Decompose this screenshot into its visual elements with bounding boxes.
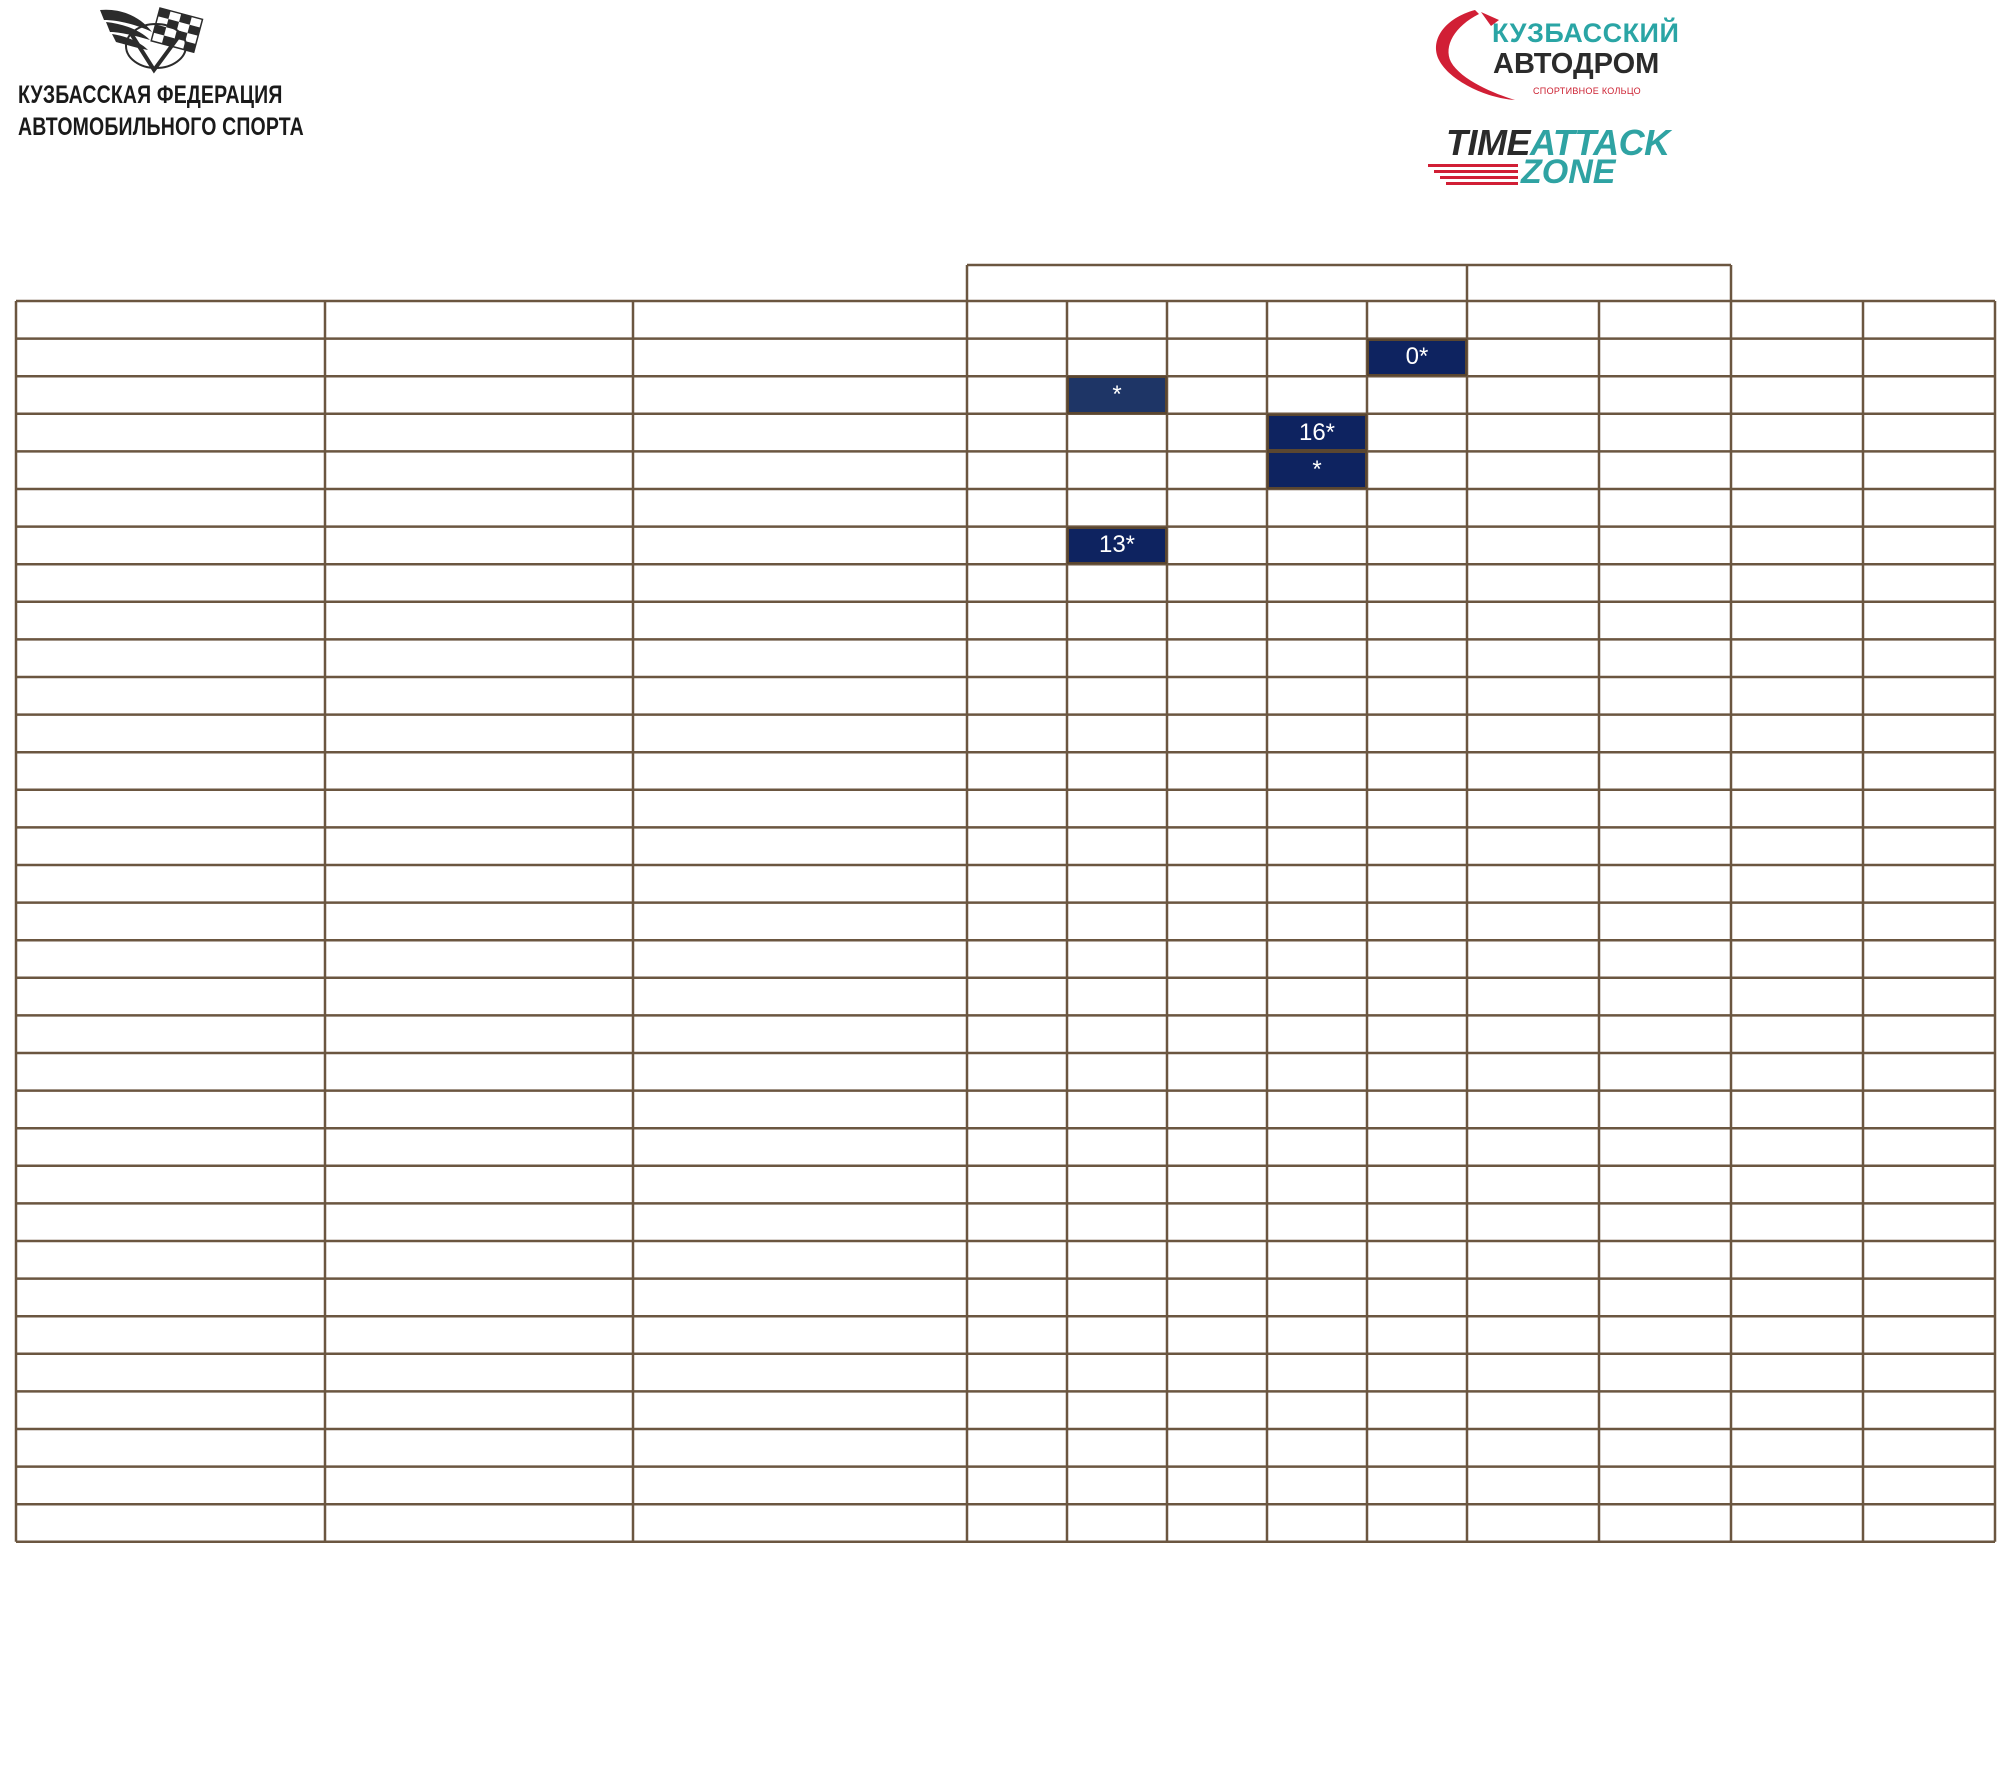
- federation-name-line1: КУЗБАССКАЯ ФЕДЕРАЦИЯ: [18, 81, 283, 109]
- winged-flag-emblem-icon: [90, 2, 220, 74]
- zone-word: ZONE: [1521, 153, 1616, 191]
- time-word: TIME: [1446, 122, 1530, 163]
- highlighted-cell: *: [1067, 376, 1167, 414]
- federation-name: [18, 79, 304, 143]
- highlighted-cell: 16*: [1267, 414, 1367, 452]
- time-attack-zone-logo: [1428, 124, 1668, 190]
- kuzbass-title: КУЗБАССКИЙ: [1492, 18, 1680, 48]
- attack-word: ATTACK: [1530, 122, 1670, 163]
- highlighted-cell: *: [1267, 451, 1367, 489]
- kuzbass-autodrome-logo: [1425, 4, 1680, 104]
- highlighted-cell: 0*: [1367, 339, 1467, 377]
- autodrome-subtitle: СПОРТИВНОЕ КОЛЬЦО: [1533, 86, 1641, 96]
- highlighted-cell: 13*: [1067, 527, 1167, 565]
- autodrome-title: АВТОДРОМ: [1493, 48, 1660, 80]
- federation-name-line2: АВТОМОБИЛЬНОГО СПОРТА: [18, 113, 304, 141]
- federation-logo: [14, 2, 304, 142]
